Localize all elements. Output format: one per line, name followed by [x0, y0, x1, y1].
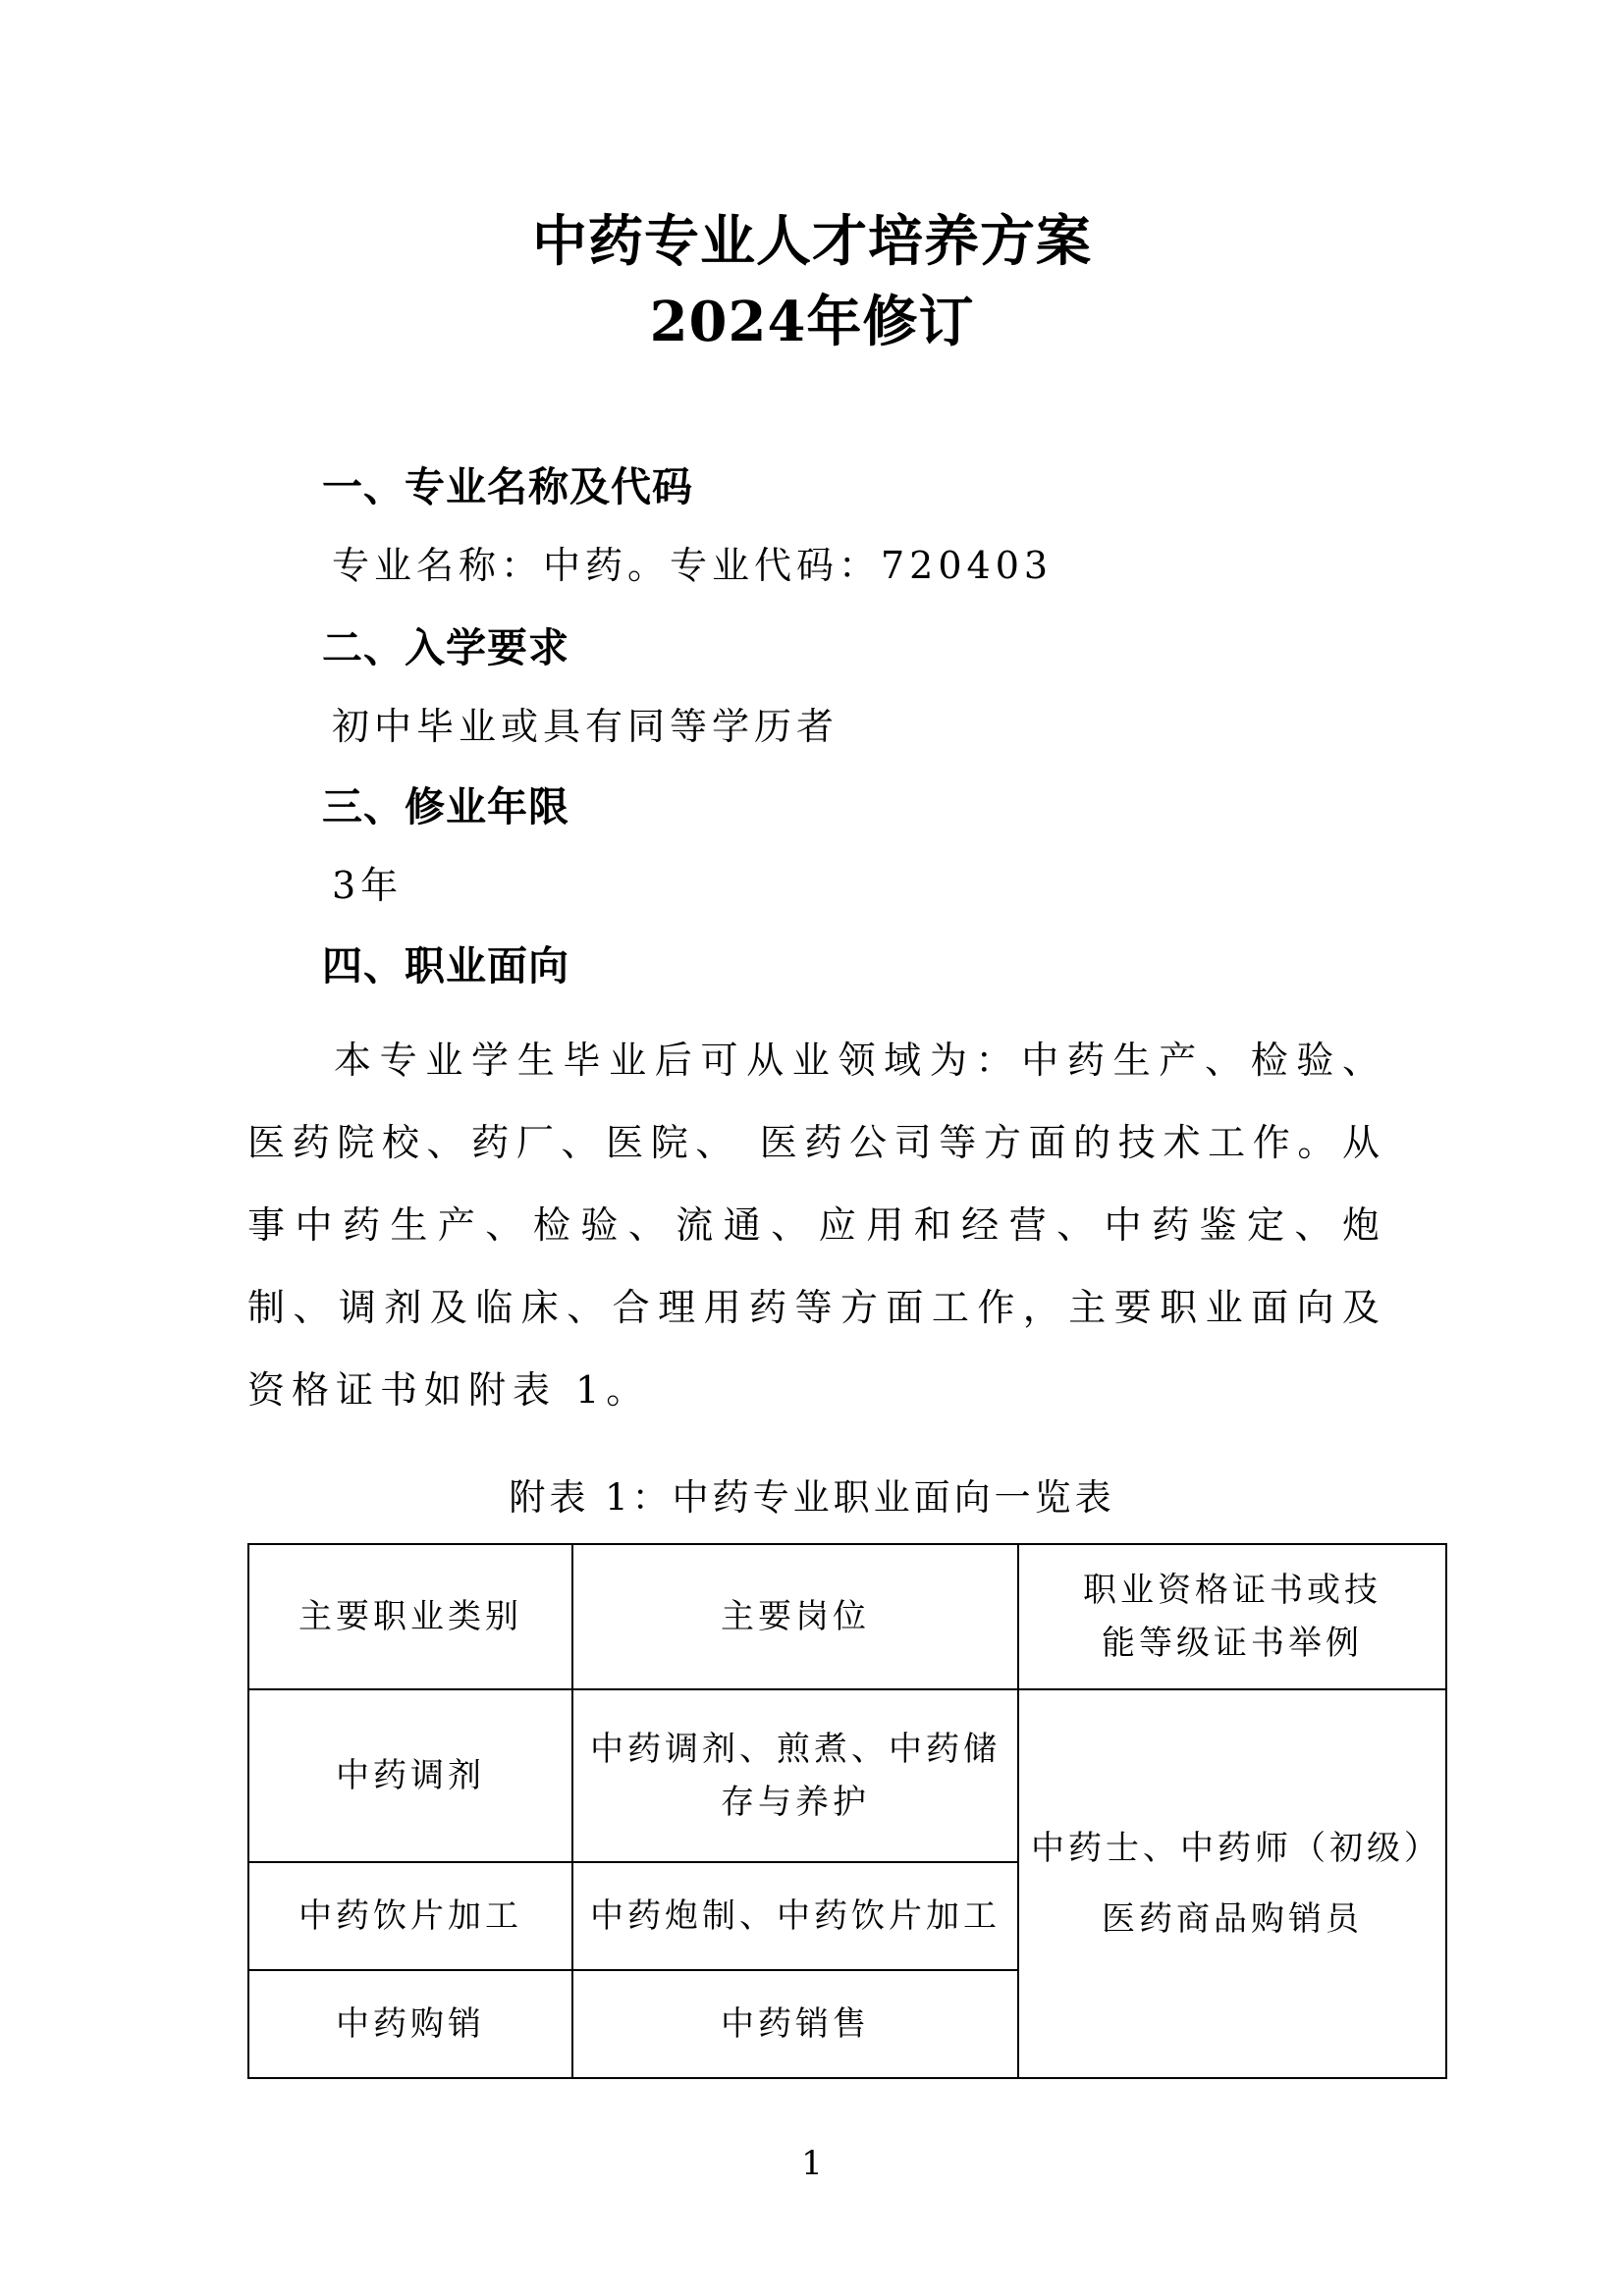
header-certificate-line2: 能等级证书举例 — [1102, 1624, 1363, 1663]
header-category: 主要职业类别 — [248, 1544, 572, 1689]
section-heading-4: 四、职业面向 — [322, 942, 569, 989]
cell-category: 中药调剂 — [248, 1689, 572, 1862]
certificate-item: 中药士、中药师（初级） — [1031, 1829, 1441, 1868]
header-post: 主要岗位 — [572, 1544, 1018, 1689]
document-title: 中药专业人才培养方案 — [532, 209, 1092, 274]
document-subtitle: 2024年修订 — [649, 290, 975, 354]
cell-post: 中药销售 — [572, 1970, 1018, 2078]
occupation-table — [247, 1543, 1447, 2079]
cell-post-line1: 中药调剂、煎煮、中药储 — [590, 1730, 1001, 1769]
section-text-3: 3年 — [332, 864, 404, 907]
cell-post-line2: 存与养护 — [721, 1783, 870, 1822]
section-paragraph-4: 本专业学生毕业后可从业领域为：中药生产、检验、医药院校、药厂、医院、 医药公司等方面的技术工作。从事中药生产、检验、流通、应用和经营、中药鉴定、炮制、调剂及临床、合理用药等方面工作，主要职业面向及资格证书如附表 1。 — [247, 1039, 1386, 1412]
cell-certificates — [1018, 1689, 1446, 2078]
header-certificate — [1018, 1544, 1446, 1689]
section-text-1: 专业名称：中药。专业代码：720403 — [332, 544, 1054, 587]
cell-category: 中药饮片加工 — [248, 1862, 572, 1970]
cell-post: 中药炮制、中药饮片加工 — [572, 1862, 1018, 1970]
table-caption: 附表 1：中药专业职业面向一览表 — [509, 1476, 1115, 1519]
section-heading-3: 三、修业年限 — [322, 783, 569, 830]
section-heading-2: 二、入学要求 — [322, 624, 569, 671]
cell-category: 中药购销 — [248, 1970, 572, 2078]
page-number: 1 — [801, 2144, 823, 2183]
section-text-2: 初中毕业或具有同等学历者 — [332, 705, 839, 748]
certificate-item: 医药商品购销员 — [1102, 1899, 1363, 1939]
header-certificate-line1: 职业资格证书或技 — [1083, 1571, 1381, 1610]
section-heading-1: 一、专业名称及代码 — [322, 463, 693, 510]
table-header-row — [248, 1544, 1446, 1689]
cell-post — [572, 1689, 1018, 1862]
table-row — [248, 1689, 1446, 1862]
